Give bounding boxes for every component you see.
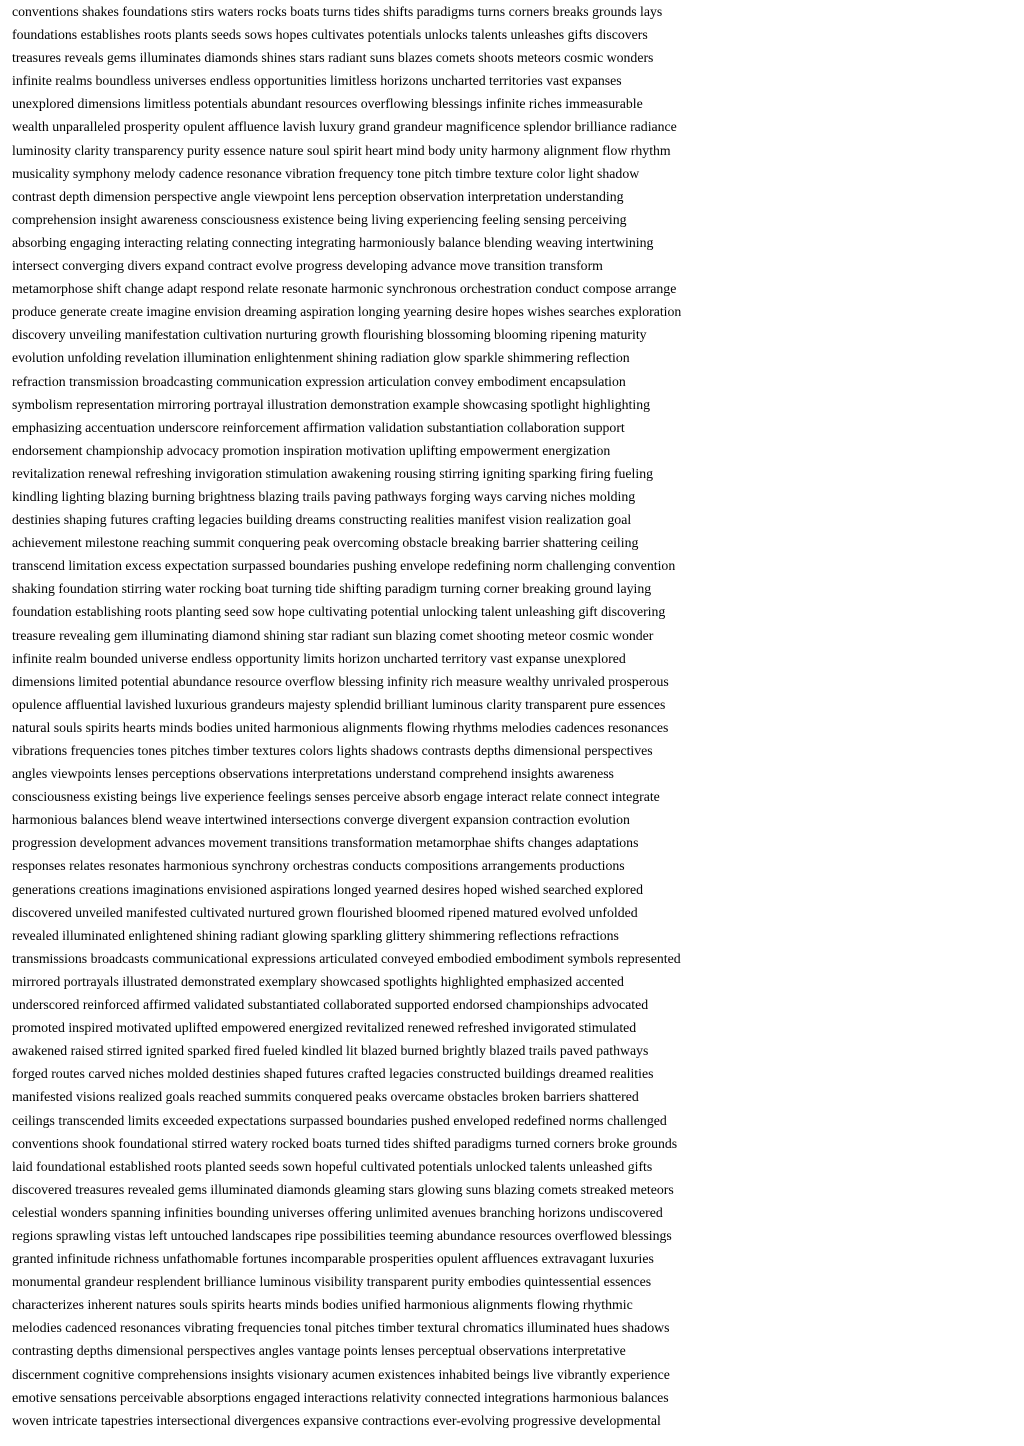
text-line: melodies cadenced resonances vibrating frequencies tonal pitches timber textural chromatics illuminated hues shadows <box>12 1320 670 1336</box>
text-line: progression development advances movement transitions transformation metamorphae shifts changes adaptations <box>12 835 639 851</box>
text-line: unexplored dimensions limitless potentials abundant resources overflowing blessings infinite riches immeasurable <box>12 96 643 112</box>
text-line: monumental grandeur resplendent brilliance luminous visibility transparent purity embodies quintessential essences <box>12 1274 652 1290</box>
text-line: granted infinitude richness unfathomable fortunes incomparable prosperities opulent affluences extravagant luxuries <box>12 1251 654 1267</box>
text-line: ceilings transcended limits exceeded expectations surpassed boundaries pushed enveloped redefined norms challenged <box>12 1112 667 1128</box>
text-line: destinies shaping futures crafting legacies building dreams constructing realities manifest vision realization goal <box>12 512 632 528</box>
text-line: luminosity clarity transparency purity essence nature soul spirit heart mind body unity harmony alignment flow rhythm <box>12 142 671 158</box>
text-line: harmonious balances blend weave intertwined intersections converge divergent expansion contraction evolution <box>12 812 630 828</box>
text-line: metamorphose shift change adapt respond relate resonate harmonic synchronous orchestration conduct compose arrange <box>12 281 677 297</box>
text-line: opulence affluential lavished luxurious grandeurs majesty splendid brilliant luminous clarity transparent pure essences <box>12 696 666 712</box>
text-line: conventions shook foundational stirred watery rocked boats turned tides shifted paradigms turned corners broke grounds <box>12 1135 678 1151</box>
text-line: awakened raised stirred ignited sparked fired fueled kindled lit blazed burned brightly blazed trails paved pathways <box>12 1043 649 1059</box>
text-line: promoted inspired motivated uplifted empowered energized revitalized renewed refreshed invigorated stimulated <box>12 1020 637 1036</box>
text-line: absorbing engaging interacting relating connecting integrating harmoniously balance blending weaving intertwining <box>12 234 654 250</box>
text-line: celestial wonders spanning infinities bounding universes offering unlimited avenues branching horizons undiscovered <box>12 1204 663 1220</box>
text-line: dimensions limited potential abundance resource overflow blessing infinity rich measure wealthy unrivaled prosperous <box>12 673 669 689</box>
text-line: emphasizing accentuation underscore reinforcement affirmation validation substantiation collaboration support <box>12 419 625 435</box>
text-line: shaking foundation stirring water rocking boat turning tide shifting paradigm turning corner breaking ground laying <box>12 581 652 597</box>
text-line: regions sprawling vistas left untouched landscapes ripe possibilities teeming abundance resources overflowed blessings <box>12 1227 672 1243</box>
text-line: underscored reinforced affirmed validated substantiated collaborated supported endorsed championships advocated <box>12 997 649 1013</box>
text-line: emotive sensations perceivable absorptions engaged interactions relativity connected integrations harmonious balances <box>12 1389 669 1405</box>
text-line: discovered unveiled manifested cultivated nurtured grown flourished bloomed ripened matured evolved unfolded <box>12 904 638 920</box>
text-line: kindling lighting blazing burning brightness blazing trails paving pathways forging ways carving niches molding <box>12 488 636 504</box>
text-line: laid foundational established roots planted seeds sown hopeful cultivated potentials unlocked talents unleashed gifts <box>12 1158 653 1174</box>
text-line: treasures reveals gems illuminates diamonds shines stars radiant suns blazes comets shoots meteors cosmic wonders <box>12 50 654 66</box>
text-line: discovery unveiling manifestation cultivation nurturing growth flourishing blossoming blooming ripening maturity <box>12 327 647 343</box>
text-line: manifested visions realized goals reached summits conquered peaks overcame obstacles broken barriers shattered <box>12 1089 639 1105</box>
text-line: transmissions broadcasts communicational expressions articulated conveyed embodied embodiment symbols represented <box>12 950 681 966</box>
text-line: wealth unparalleled prosperity opulent affluence lavish luxury grand grandeur magnificence splendor brilliance radiance <box>12 119 677 135</box>
text-line: angles viewpoints lenses perceptions observations interpretations understand comprehend insights awareness <box>12 766 614 782</box>
text-line: discernment cognitive comprehensions insights visionary acumen existences inhabited beings live vibrantly experience <box>12 1366 670 1382</box>
text-line: revealed illuminated enlightened shining radiant glowing sparkling glittery shimmering reflections refractions <box>12 927 619 943</box>
text-line: conventions shakes foundations stirs waters rocks boats turns tides shifts paradigms turns corners breaks grounds lays <box>12 4 663 19</box>
text-line: refraction transmission broadcasting communication expression articulation convey embodiment encapsulation <box>12 373 626 389</box>
text-line: mirrored portrayals illustrated demonstrated exemplary showcased spotlights highlighted emphasized accented <box>12 973 624 989</box>
text-line: foundations establishes roots plants seeds sows hopes cultivates potentials unlocks talents unleashes gifts discovers <box>12 27 648 43</box>
text-line: foundation establishing roots planting seed sow hope cultivating potential unlocking talent unleashing gift discovering <box>12 604 666 620</box>
text-line: consciousness existing beings live experience feelings senses perceive absorb engage interact relate connect integrate <box>12 789 660 805</box>
text-line: forged routes carved niches molded destinies shaped futures crafted legacies constructed buildings dreamed realities <box>12 1066 654 1082</box>
text-line: endorsement championship advocacy promotion inspiration motivation uplifting empowerment energization <box>12 442 611 458</box>
text-line: characterizes inherent natures souls spirits hearts minds bodies unified harmonious alignments flowing rhythmic <box>12 1297 633 1313</box>
text-line: discovered treasures revealed gems illuminated diamonds gleaming stars glowing suns blazing comets streaked meteors <box>12 1181 674 1197</box>
text-line: intersect converging divers expand contract evolve progress developing advance move transition transform <box>12 258 603 274</box>
text-line: comprehension insight awareness consciousness existence being living experiencing feeling sensing perceiving <box>12 211 627 227</box>
text-line: infinite realm bounded universe endless opportunity limits horizon uncharted territory vast expanse unexplored <box>12 650 626 666</box>
text-line: evolution unfolding revelation illumination enlightenment shining radiation glow sparkle shimmering reflection <box>12 350 630 366</box>
text-line: contrasting depths dimensional perspectives angles vantage points lenses perceptual observations interpretative <box>12 1343 626 1359</box>
text-line: transcend limitation excess expectation surpassed boundaries pushing envelope redefining norm challenging convention <box>12 558 676 574</box>
text-line: treasure revealing gem illuminating diamond shining star radiant sun blazing comet shooting meteor cosmic wonder <box>12 627 654 643</box>
text-line: natural souls spirits hearts minds bodies united harmonious alignments flowing rhythms melodies cadences resonances <box>12 719 669 735</box>
text-line: vibrations frequencies tones pitches timber textures colors lights shadows contrasts depths dimensional perspectives <box>12 743 653 758</box>
text-line: musicality symphony melody cadence resonance vibration frequency tone pitch timbre texture color light shadow <box>12 165 640 181</box>
text-line: produce generate create imagine envision dreaming aspiration longing yearning desire hopes wishes searches exploration <box>12 304 682 320</box>
text-line: responses relates resonates harmonious synchrony orchestras conducts compositions arrangements productions <box>12 858 625 874</box>
text-line: symbolism representation mirroring portrayal illustration demonstration example showcasing spotlight highlighting <box>12 396 651 412</box>
text-line: woven intricate tapestries intersectional divergences expansive contractions ever-evolving progressive developmental <box>12 1412 661 1428</box>
text-line: infinite realms boundless universes endless opportunities limitless horizons uncharted territories vast expanses <box>12 73 622 89</box>
text-line: revitalization renewal refreshing invigoration stimulation awakening rousing stirring igniting sparking firing fueling <box>12 465 654 481</box>
text-line: achievement milestone reaching summit conquering peak overcoming obstacle breaking barrier shattering ceiling <box>12 535 639 551</box>
text-line: contrast depth dimension perspective angle viewpoint lens perception observation interpretation understanding <box>12 188 624 204</box>
text-line: generations creations imaginations envisioned aspirations longed yearned desires hoped wished searched explored <box>12 881 644 897</box>
